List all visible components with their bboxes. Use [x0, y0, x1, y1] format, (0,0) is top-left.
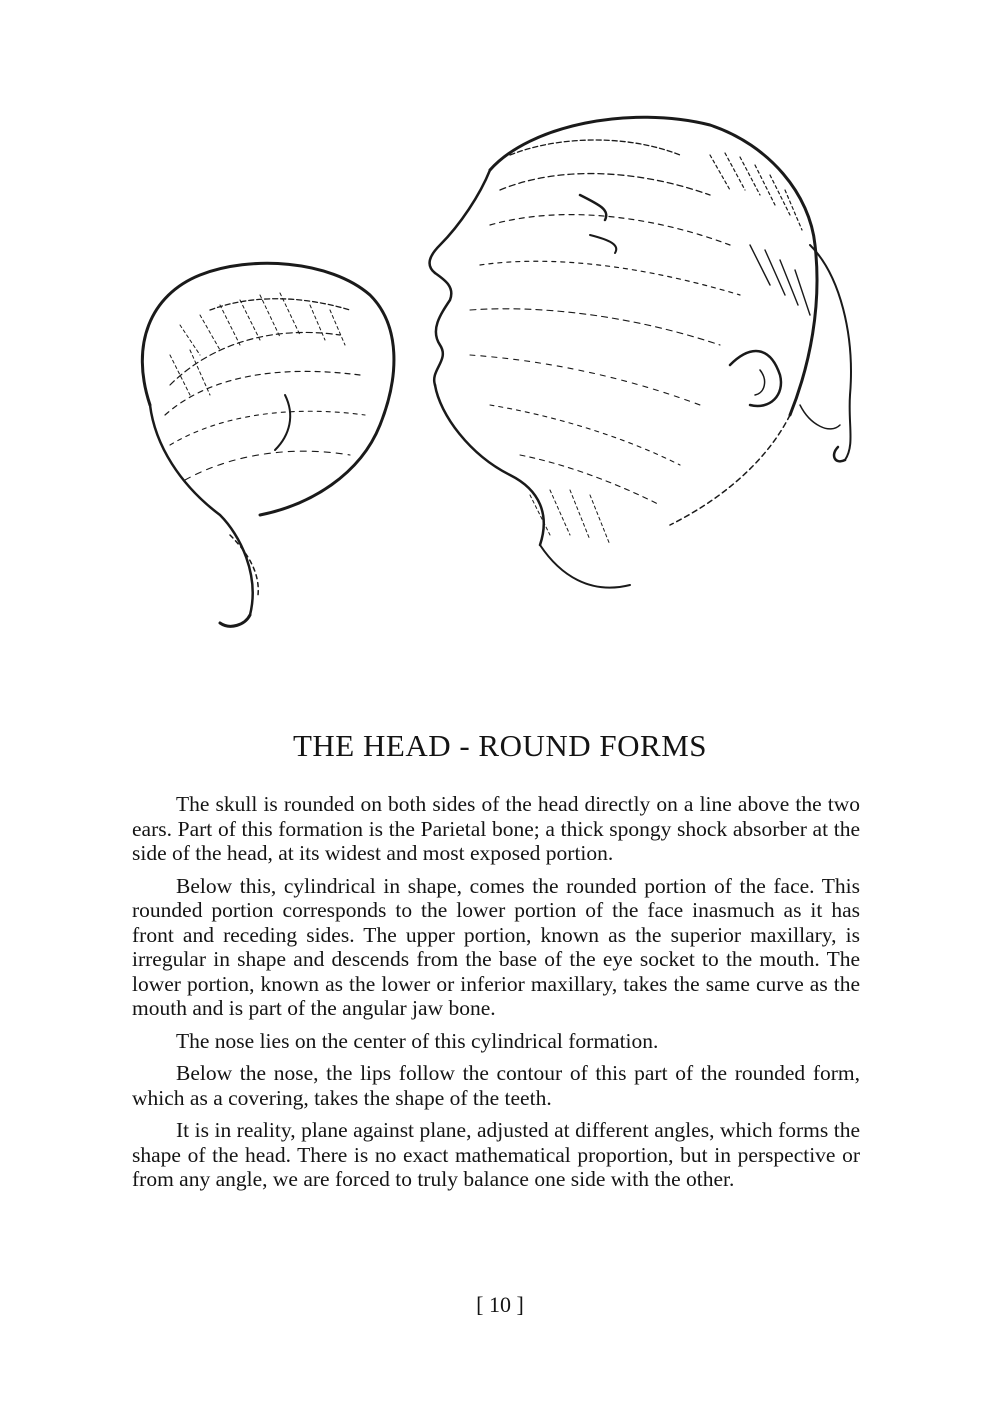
- page-number: [ 10 ]: [476, 1292, 524, 1317]
- paragraph: It is in reality, plane against plane, adjusted at different angles, which forms the shape of the head. There is no exact mathematical proportion, but in perspective or from any angle, we are forced to truly balance one side with the other.: [132, 1118, 860, 1191]
- left-head-sketch: [142, 263, 394, 626]
- page-title: THE HEAD - ROUND FORMS: [292, 728, 707, 763]
- paragraph: Below the nose, the lips follow the contour of this part of the rounded form, which as a covering, takes the shape of the teeth.: [132, 1061, 860, 1110]
- head-sketch-illustration: [110, 95, 870, 655]
- paragraph: The nose lies on the center of this cylindrical formation.: [176, 1028, 659, 1053]
- paragraph: The skull is rounded on both sides of the head directly on a line above the two ears. Part of this formation is the Parietal bone; a thick spongy shock absorber at the side of the head, at its widest and most exposed portion.: [132, 792, 860, 865]
- paragraph: Below this, cylindrical in shape, comes the rounded portion of the face. This rounded portion corresponds to the lower portion of the face inasmuch as it has front and receding sides. The upper portion, known as the superior maxillary, is irregular in shape and descends from the base of the eye socket to the mouth. The lower portion, known as the lower or inferior maxillary, takes the same curve as the mouth and is part of the angular jaw bone.: [132, 873, 860, 1020]
- body-text: [132, 792, 860, 1200]
- right-head-sketch: [430, 117, 851, 587]
